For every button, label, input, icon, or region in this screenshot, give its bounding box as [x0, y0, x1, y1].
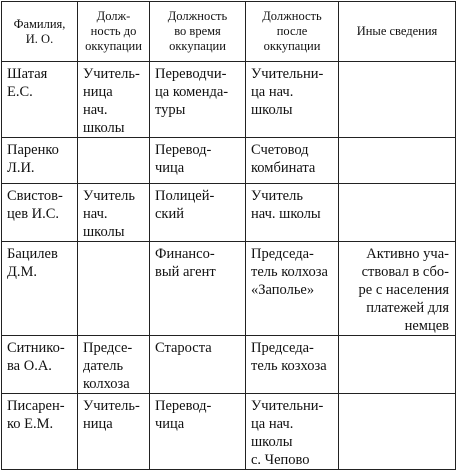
table-row	[2, 394, 456, 470]
cell-position-after: Председа- тель колхоза «Заполье»	[246, 242, 339, 336]
cell-name: Бацилев Д.М.	[2, 242, 78, 336]
cell-position-after: Учитель нач. школы	[246, 184, 339, 242]
header-label: Долж- ность до оккупации	[85, 9, 142, 53]
cell-name: Писарен- ко Е.М.	[2, 394, 78, 470]
cell-other-info	[339, 336, 456, 394]
personnel-table	[1, 1, 456, 470]
table-row	[2, 138, 456, 184]
cell-position-after: Учительни- ца нач. школы с. Чепово	[246, 394, 339, 470]
cell-other-info	[339, 184, 456, 242]
header-label: Должность после оккупации	[262, 9, 322, 53]
cell-other-info	[339, 62, 456, 138]
cell-position-during: Переводчи- ца коменда- туры	[150, 62, 246, 138]
cell-position-before: Предсе- датель колхоза	[78, 336, 150, 394]
header-row	[2, 2, 456, 62]
cell-name: Паренко Л.И.	[2, 138, 78, 184]
header-cell-position-during	[150, 2, 246, 62]
cell-position-before	[78, 242, 150, 336]
cell-other-info	[339, 138, 456, 184]
cell-position-after: Председа- тель козхоза	[246, 336, 339, 394]
header-cell-position-before	[78, 2, 150, 62]
cell-other-info: Активно уча- ствовал в сбо- ре с населения платежей для немцев	[339, 242, 456, 336]
cell-position-before: Учитель нач. школы	[78, 184, 150, 242]
cell-position-before: Учитель- ница	[78, 394, 150, 470]
cell-position-during: Перевод- чица	[150, 138, 246, 184]
table-row	[2, 336, 456, 394]
header-label: Должность во время оккупации	[167, 9, 228, 53]
cell-position-during: Староста	[150, 336, 246, 394]
header-label: Фамилия, И. О.	[13, 16, 66, 46]
cell-other-info	[339, 394, 456, 470]
cell-position-after: Учительни- ца нач. школы	[246, 62, 339, 138]
cell-name: Ситнико- ва О.А.	[2, 336, 78, 394]
cell-position-during: Финансо- вый агент	[150, 242, 246, 336]
table-row	[2, 62, 456, 138]
cell-position-after: Счетовод комбината	[246, 138, 339, 184]
cell-position-before: Учитель- ница нач. школы	[78, 62, 150, 138]
cell-position-before	[78, 138, 150, 184]
cell-name: Шатая Е.С.	[2, 62, 78, 138]
header-cell-name	[2, 2, 78, 62]
header-label: Иные сведения	[356, 24, 438, 38]
cell-name: Свистов- цев И.С.	[2, 184, 78, 242]
table-row	[2, 242, 456, 336]
header-cell-position-after	[246, 2, 339, 62]
table-row	[2, 184, 456, 242]
cell-position-during: Перевод- чица	[150, 394, 246, 470]
header-cell-other-info	[339, 2, 456, 62]
cell-position-during: Полицей- ский	[150, 184, 246, 242]
